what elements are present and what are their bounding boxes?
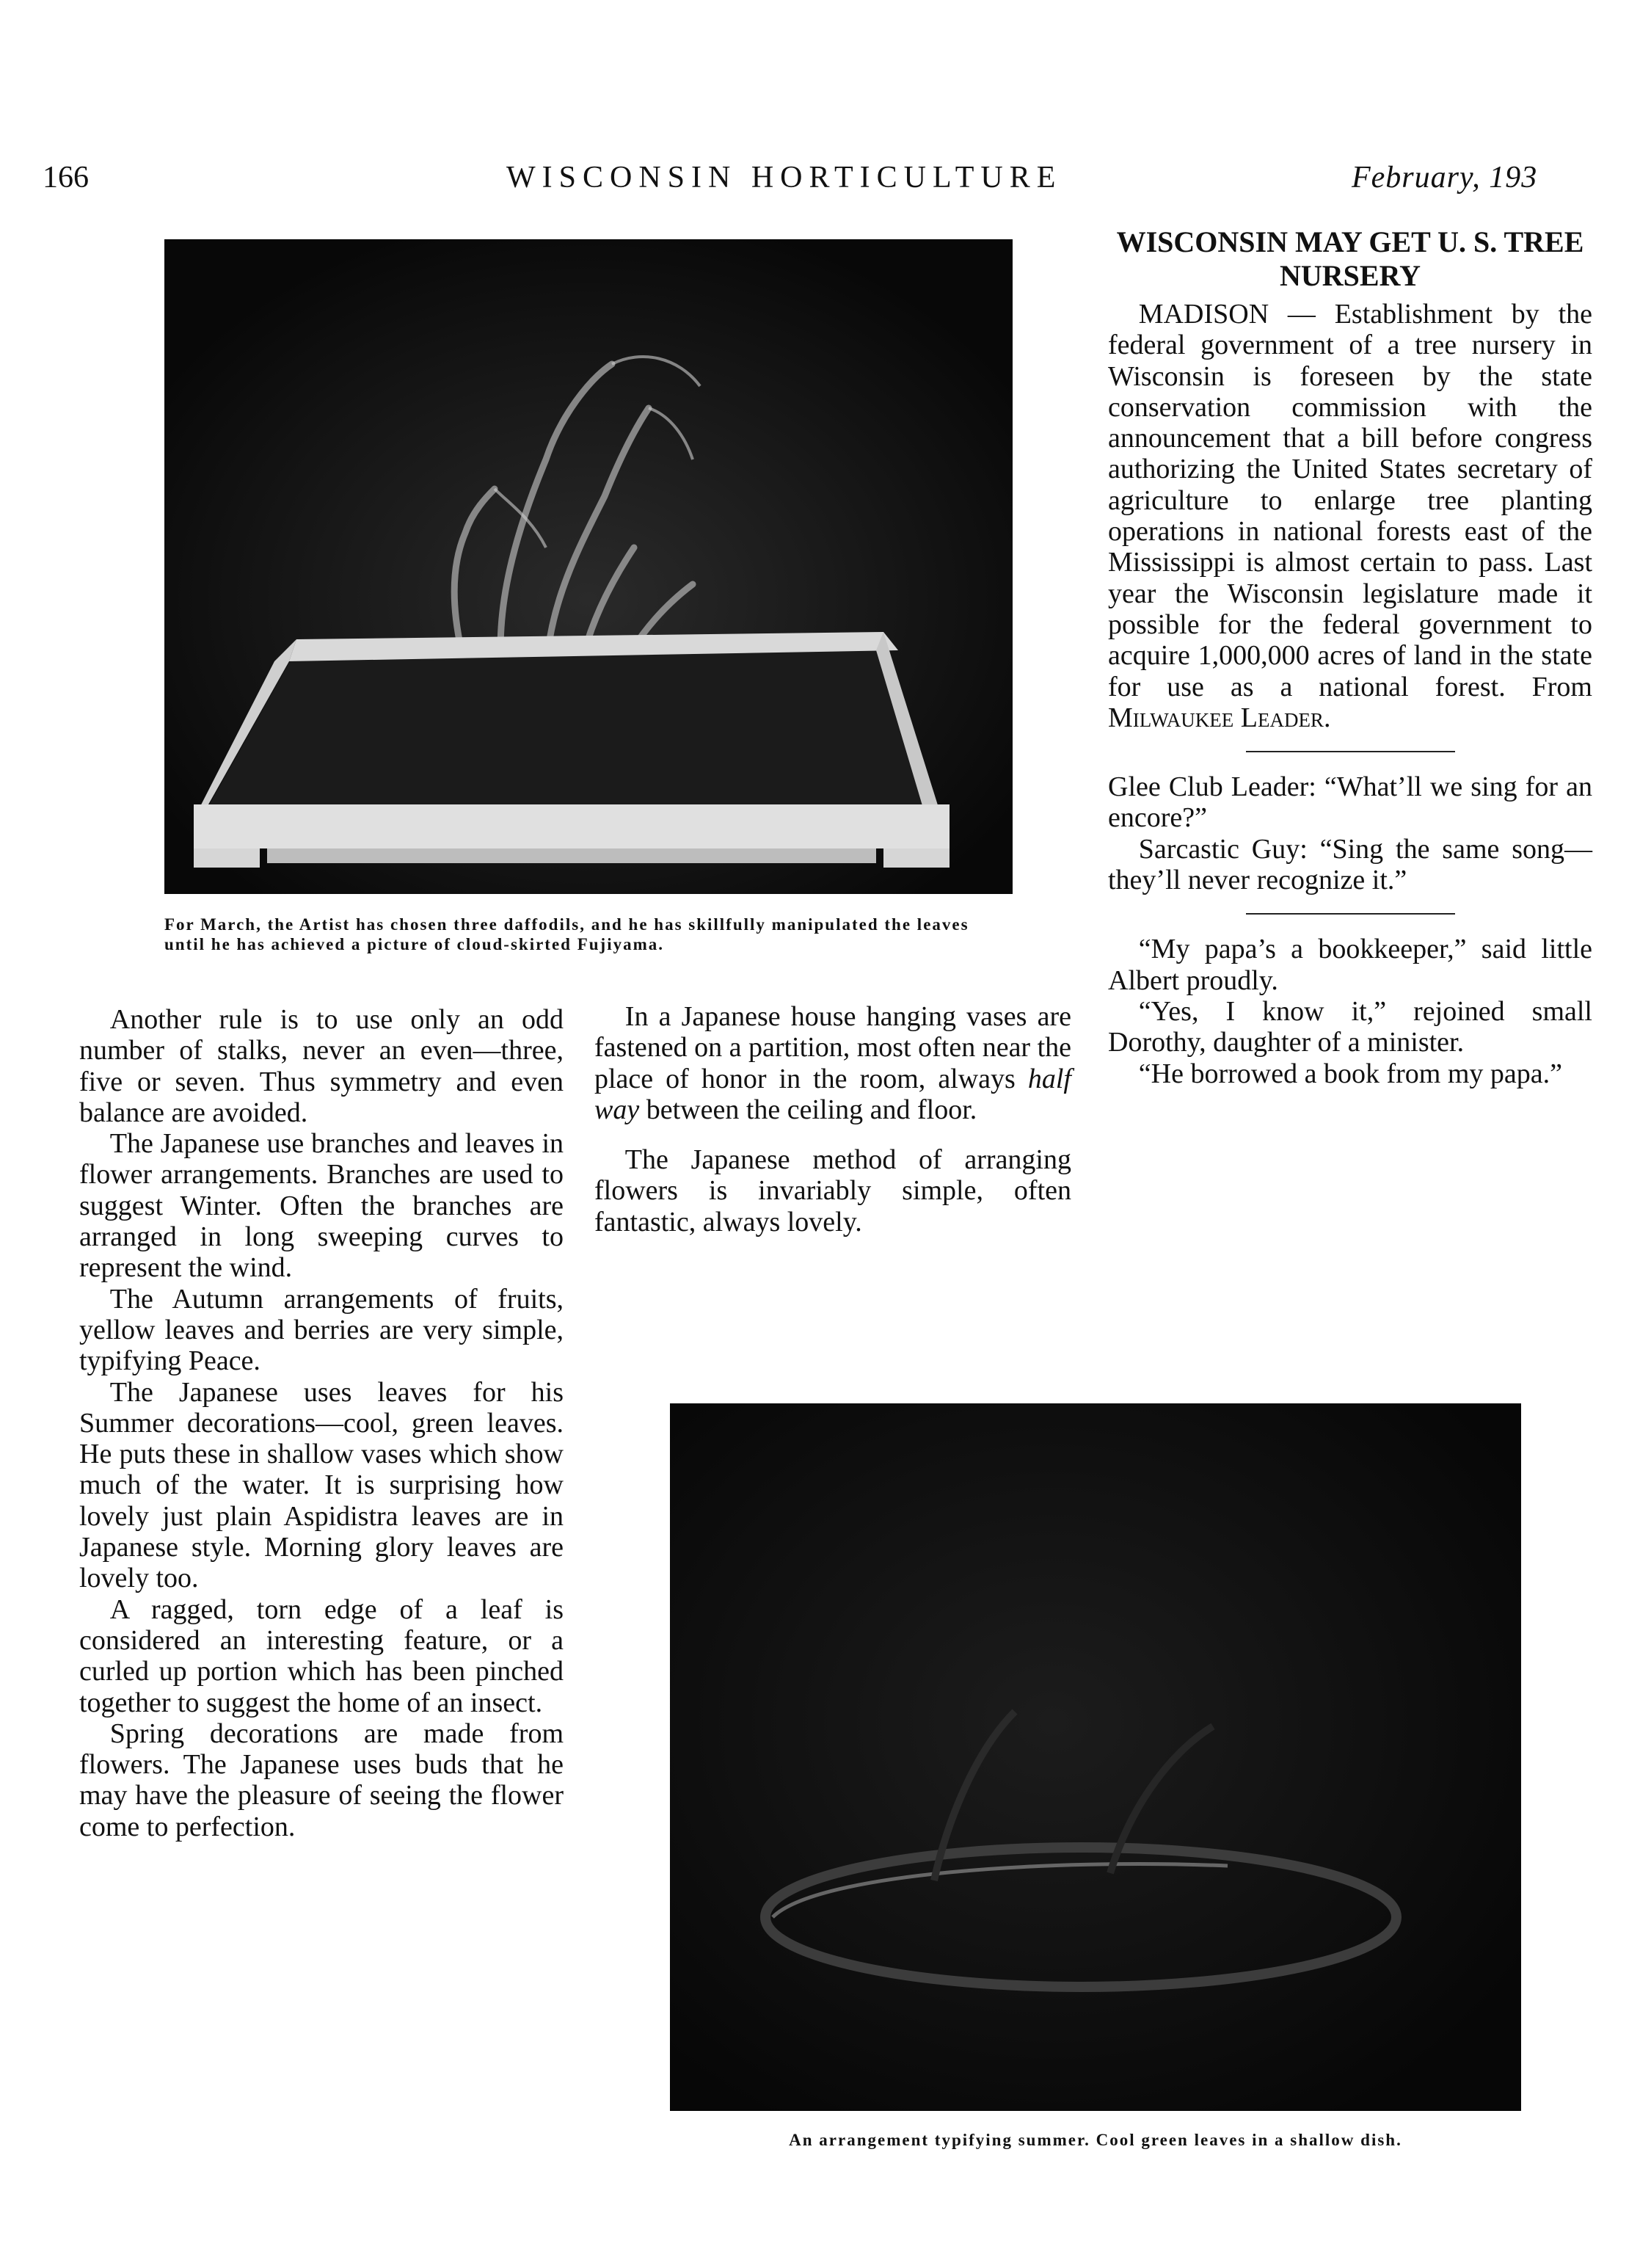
photo-daffodil-arrangement — [164, 239, 1013, 894]
issue-date: February, 193 — [1352, 161, 1538, 195]
paragraph: The Autumn arrangements of fruits, yellow leaves and berries are very simple, typifying Peace. — [79, 1283, 564, 1377]
joke-line: Sarcastic Guy: “Sing the same song—they’ll never recognize it.” — [1108, 833, 1592, 896]
paragraph-text: In a Japanese house hanging vases are fastened on a partition, most often near the place of honor in the room, always — [594, 1001, 1072, 1094]
emphasis-text: half way — [594, 1063, 1071, 1125]
article-middle-column — [594, 1001, 1071, 1237]
paragraph: Spring decorations are made from flowers. The Japanese uses buds that he may have the pleasure of seeing the flower come to perfection. — [79, 1718, 564, 1842]
paragraph: A ragged, torn edge of a leaf is considered an interesting feature, or a curled up portion which has been pinched together to suggest the home of an insect. — [79, 1593, 564, 1718]
news-source: Milwaukee Leader. — [1108, 702, 1331, 733]
divider — [1246, 913, 1455, 915]
paragraph — [594, 1001, 1071, 1125]
photo-caption-march: For March, the Artist has chosen three daffodils, and he has skillfully manipulated the leaves until he has achieved a picture of cloud-skirted Fujiyama. — [164, 915, 969, 953]
paragraph: Another rule is to use only an odd number of stalks, never an even—three, five or seven. Thus symmetry and even balance are avoided. — [79, 1004, 564, 1128]
page-number: 166 — [43, 161, 89, 195]
joke-line: “He borrowed a book from my papa.” — [1138, 1058, 1562, 1089]
paragraph: The Japanese uses leaves for his Summer decorations—cool, green leaves. He puts these in shallow vases which show much of the water. It is surprising how lovely just plain Aspidistra leaves are in Japanese style. Morning glory leaves are lovely too. — [79, 1376, 564, 1594]
news-text: MADISON — Establishment by the federal government of a tree nursery in Wisconsin is foreseen by the state conservation commission with the announcement that a bill before congress authorizing the United States secretary of agriculture to enlarge tree planting operations in national forests east of the Mississippi is almost certain to pass. Last year the Wisconsin legislature made it possible for the federal government to acquire 1,000,000 acres of land in the state for use as a national forest. From — [1108, 299, 1592, 702]
divider — [1246, 751, 1455, 752]
joke-line: “My papa’s a bookkeeper,” said little Albert proudly. — [1108, 934, 1592, 996]
shallow-dish-illustration — [670, 1403, 1521, 2111]
paragraph: The Japanese method of arranging flowers is invariably simple, often fantastic, always lovely. — [594, 1144, 1071, 1237]
paragraph: The Japanese use branches and leaves in flower arrangements. Branches are used to suggest Winter. Often the branches are arranged in long sweeping curves to represent the wind. — [79, 1128, 564, 1284]
photo-summer-arrangement — [670, 1403, 1521, 2111]
sidebar-column — [1108, 225, 1592, 1089]
joke-line: “Yes, I know it,” rejoined small Dorothy, daughter of a minister. — [1108, 995, 1592, 1058]
article-left-column — [79, 1004, 564, 1842]
photo-caption-summer: An arrangement typifying summer. Cool green leaves in a shallow dish. — [789, 2131, 1402, 2149]
news-headline: WISCONSIN MAY GET U. S. TREE NURSERY — [1116, 225, 1584, 292]
joke-line: Glee Club Leader: “What’ll we sing for an encore?” — [1108, 771, 1592, 834]
news-paragraph — [1108, 299, 1592, 733]
daffodil-tray-illustration — [164, 239, 1013, 894]
paragraph-text: between the ceiling and floor. — [646, 1094, 977, 1125]
journal-title: WISCONSIN HORTICULTURE — [506, 161, 1063, 195]
